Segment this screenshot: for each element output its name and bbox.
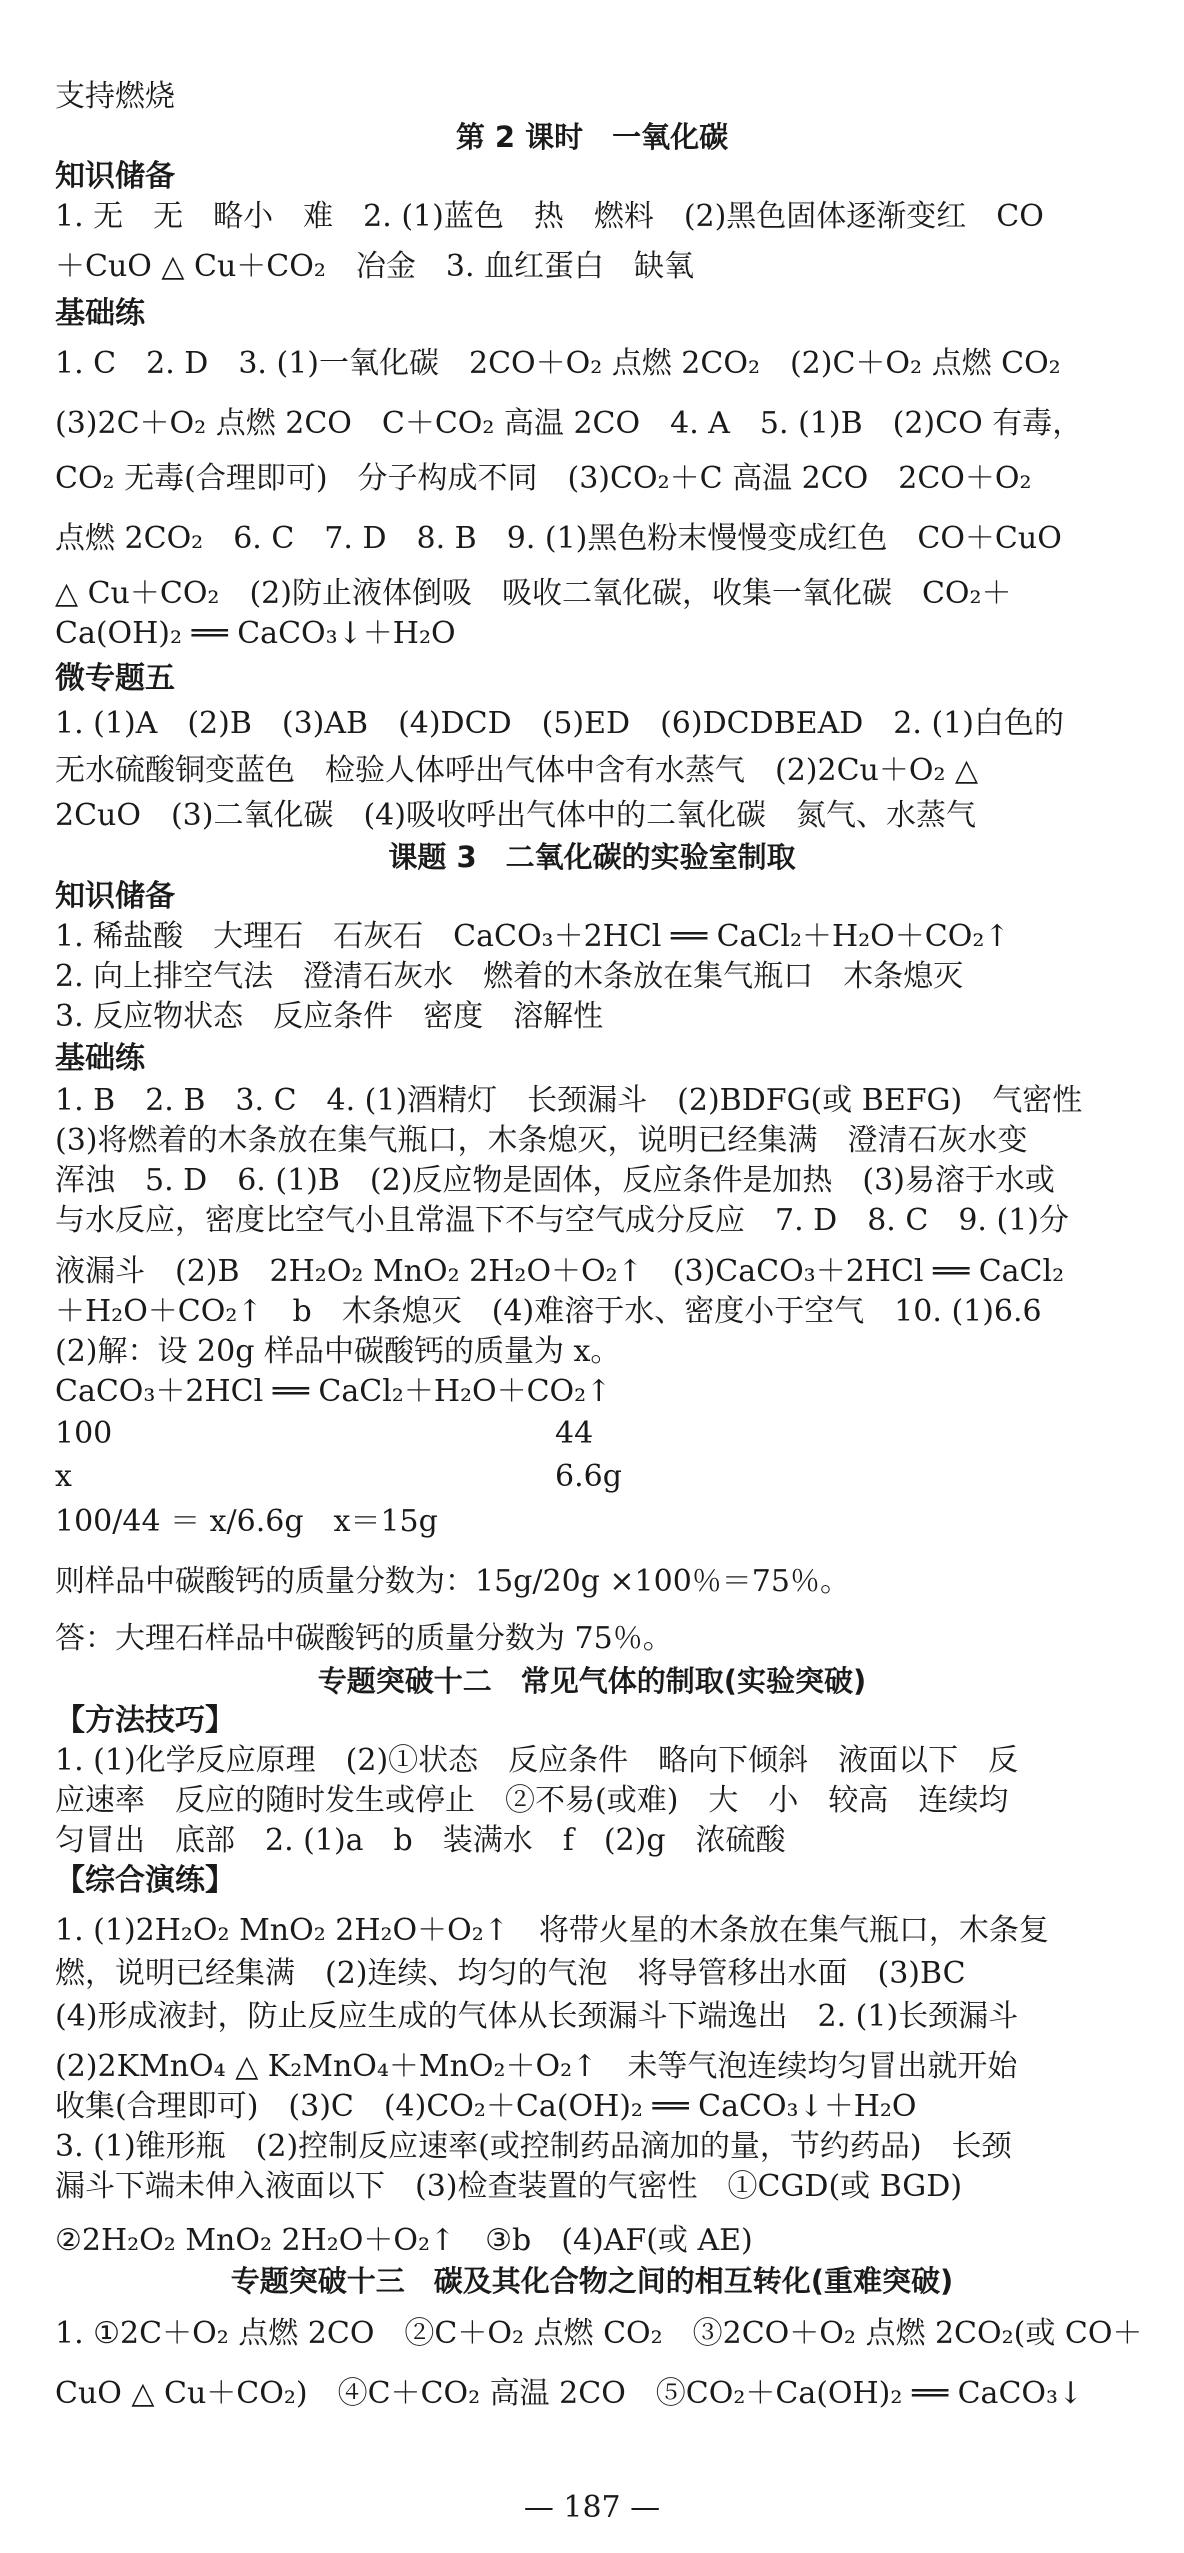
sub-heading: 知识储备 — [55, 879, 175, 914]
text-line: 1. (1)2H₂O₂ MnO₂ 2H₂O＋O₂↑ 将带火星的木条放在集气瓶口，木条复 — [55, 1913, 1049, 1948]
text-line: CO₂ 无毒(合理即可) 分子构成不同 (3)CO₂＋C 高温 2CO 2CO＋O₂ — [55, 461, 1032, 496]
sub-heading: 基础练 — [55, 296, 145, 331]
page-number: — 187 — — [523, 2490, 661, 2525]
text-line: ＋CuO △ Cu＋CO₂ 冶金 3. 血红蛋白 缺氧 — [55, 249, 695, 284]
ratio-right: 6.6g — [555, 1459, 622, 1494]
text-line: 100/44 ＝ x/6.6g x＝15g — [55, 1504, 438, 1539]
text-line: 1. C 2. D 3. (1)一氧化碳 2CO＋O₂ 点燃 2CO₂ (2)C＋O₂ 点燃 CO₂ — [55, 346, 1061, 381]
text-line: 匀冒出 底部 2. (1)a b 装满水 f (2)g 浓硫酸 — [55, 1823, 786, 1858]
text-line: 1. 无 无 略小 难 2. (1)蓝色 热 燃料 (2)黑色固体逐渐变红 CO — [55, 199, 1044, 234]
text-line: (3)2C＋O₂ 点燃 2CO C＋CO₂ 高温 2CO 4. A 5. (1)B (2)CO 有毒， — [55, 406, 1083, 441]
text-line: △ Cu＋CO₂ (2)防止液体倒吸 吸收二氧化碳，收集一氧化碳 CO₂＋ — [55, 576, 1012, 611]
text-line: 1. 稀盐酸 大理石 石灰石 CaCO₃＋2HCl ══ CaCl₂＋H₂O＋CO₂↑ — [55, 919, 1010, 954]
text-line: ②2H₂O₂ MnO₂ 2H₂O＋O₂↑ ③b (4)AF(或 AE) — [55, 2223, 753, 2258]
text-line: 液漏斗 (2)B 2H₂O₂ MnO₂ 2H₂O＋O₂↑ (3)CaCO₃＋2HCl ══ CaCl₂ — [55, 1254, 1065, 1289]
text-line: 漏斗下端未伸入液面以下 (3)检查装置的气密性 ①CGD(或 BGD) — [55, 2169, 963, 2204]
sub-heading: 知识储备 — [55, 159, 175, 194]
text-line: (2)解：设 20g 样品中碳酸钙的质量为 x。 — [55, 1334, 621, 1369]
text-line: (2)2KMnO₄ △ K₂MnO₄＋MnO₂＋O₂↑ 未等气泡连续均匀冒出就开始 — [55, 2049, 1018, 2084]
text-line: 答：大理石样品中碳酸钙的质量分数为 75％。 — [55, 1621, 673, 1656]
sub-heading: 【方法技巧】 — [55, 1703, 235, 1738]
section-title: 专题突破十三 碳及其化合物之间的相互转化(重难突破) — [230, 2264, 954, 2298]
text-line: 支持燃烧 — [55, 79, 175, 114]
ratio-left: x — [55, 1459, 72, 1494]
text-line: 2. 向上排空气法 澄清石灰水 燃着的木条放在集气瓶口 木条熄灭 — [55, 959, 964, 994]
text-line: CuO △ Cu＋CO₂) ④C＋CO₂ 高温 2CO ⑤CO₂＋Ca(OH)₂ ══ CaCO₃↓ — [55, 2376, 1084, 2411]
section-title: 课题 3 二氧化碳的实验室制取 — [388, 840, 796, 874]
text-line: 燃，说明已经集满 (2)连续、均匀的气泡 将导管移出水面 (3)BC — [55, 1956, 966, 1991]
sub-heading: 微专题五 — [55, 661, 175, 696]
text-line: 应速率 反应的随时发生或停止 ②不易(或难) 大 小 较高 连续均 — [55, 1783, 1009, 1818]
text-line: 无水硫酸铜变蓝色 检验人体呼出气体中含有水蒸气 (2)2Cu＋O₂ △ — [55, 753, 979, 788]
text-line: 点燃 2CO₂ 6. C 7. D 8. B 9. (1)黑色粉末慢慢变成红色 CO＋CuO — [55, 521, 1062, 556]
equation-line: CaCO₃＋2HCl ══ CaCl₂＋H₂O＋CO₂↑ — [55, 1374, 612, 1409]
text-line: Ca(OH)₂ ══ CaCO₃↓＋H₂O — [55, 616, 456, 651]
text-line: 1. B 2. B 3. C 4. (1)酒精灯 长颈漏斗 (2)BDFG(或 BEFG) 气密性 — [55, 1083, 1083, 1118]
text-line: 3. (1)锥形瓶 (2)控制反应速率(或控制药品滴加的量，节约药品) 长颈 — [55, 2129, 1012, 2164]
section-title: 专题突破十二 常见气体的制取(实验突破) — [317, 1664, 867, 1698]
text-line: 则样品中碳酸钙的质量分数为：15g/20g ×100％＝75％。 — [55, 1564, 850, 1599]
text-line: 1. (1)A (2)B (3)AB (4)DCD (5)ED (6)DCDBEAD 2. (1)白色的 — [55, 706, 1064, 741]
text-line: 1. (1)化学反应原理 (2)①状态 反应条件 略向下倾斜 液面以下 反 — [55, 1743, 1019, 1778]
section-title: 第 2 课时 一氧化碳 — [455, 120, 729, 154]
text-line: 与水反应，密度比空气小且常温下不与空气成分反应 7. D 8. C 9. (1)分 — [55, 1203, 1069, 1238]
text-line: 浑浊 5. D 6. (1)B (2)反应物是固体，反应条件是加热 (3)易溶于水或 — [55, 1163, 1055, 1198]
text-line: (4)形成液封，防止反应生成的气体从长颈漏斗下端逸出 2. (1)长颈漏斗 — [55, 1999, 1019, 2034]
sub-heading: 【综合演练】 — [55, 1863, 235, 1898]
text-line: ＋H₂O＋CO₂↑ b 木条熄灭 (4)难溶于水、密度小于空气 10. (1)6.6 — [55, 1294, 1042, 1329]
text-line: (3)将燃着的木条放在集气瓶口，木条熄灭，说明已经集满 澄清石灰水变 — [55, 1123, 1028, 1158]
text-line: 收集(合理即可) (3)C (4)CO₂＋Ca(OH)₂ ══ CaCO₃↓＋H₂O — [55, 2089, 917, 2124]
text-line: 2CuO (3)二氧化碳 (4)吸收呼出气体中的二氧化碳 氮气、水蒸气 — [55, 798, 976, 833]
sub-heading: 基础练 — [55, 1041, 145, 1076]
text-line: 3. 反应物状态 反应条件 密度 溶解性 — [55, 999, 604, 1034]
text-line: 1. ①2C＋O₂ 点燃 2CO ②C＋O₂ 点燃 CO₂ ③2CO＋O₂ 点燃 2CO₂(或 CO＋ — [55, 2316, 1143, 2351]
ratio-left: 100 — [55, 1416, 113, 1451]
ratio-right: 44 — [555, 1416, 594, 1451]
